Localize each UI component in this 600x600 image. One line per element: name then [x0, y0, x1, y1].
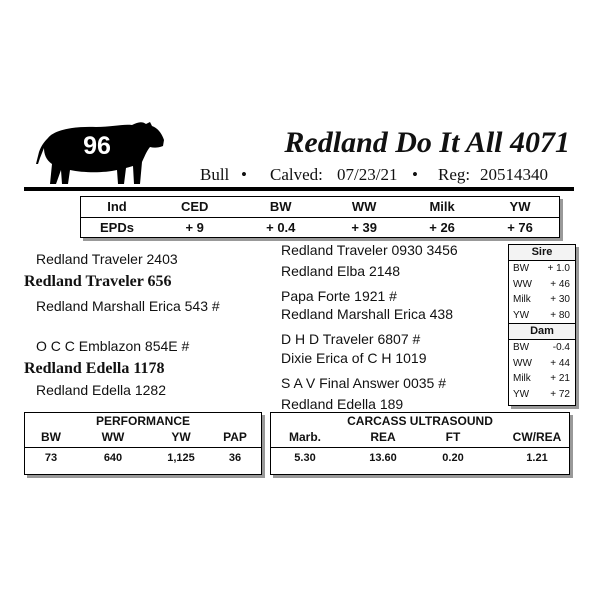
dam-epd-row: YW + 72: [513, 388, 570, 400]
reg-label: Reg:: [438, 165, 471, 184]
sire-epd-row: WW + 46: [513, 278, 570, 290]
separator-dot: •: [241, 165, 247, 184]
carcass-column-header: Marb.: [288, 430, 321, 444]
pedigree-sire: Redland Traveler 656: [24, 273, 172, 290]
epd-value: + 26: [429, 219, 455, 235]
epd-table: [80, 196, 560, 238]
carcass-value: 13.60: [369, 452, 397, 464]
carcass-column-header: CW/REA: [512, 430, 562, 444]
pedigree-great-grandparent: Papa Forte 1921 #: [281, 288, 397, 304]
performance-box: [24, 412, 262, 475]
carcass-value: 0.20: [442, 452, 464, 464]
epd-value: + 0.4: [266, 219, 296, 235]
carcass-header-row: [271, 429, 569, 448]
performance-column-header: YW: [171, 430, 191, 444]
pedigree-sire-dam: Redland Marshall Erica 543 #: [36, 298, 220, 314]
dam-epd-header: Dam: [509, 323, 575, 340]
carcass-title: CARCASS ULTRASOUND: [347, 414, 493, 428]
epd-row-label: Ind: [81, 197, 153, 217]
carcass-value: 5.30: [294, 452, 316, 464]
performance-column-header: WW: [101, 430, 125, 444]
epd-column-header: Milk: [403, 197, 481, 217]
sex-label: Bull: [200, 165, 230, 184]
lot-number: 96: [83, 132, 111, 160]
epd-value: + 9: [185, 219, 204, 235]
pedigree-sire-sire: Redland Traveler 2403: [36, 251, 178, 267]
sire-dam-epd-box: [508, 244, 576, 406]
pedigree-great-grandparent: Redland Elba 2148: [281, 263, 401, 279]
performance-value: 73: [44, 452, 58, 464]
calved-label: Calved:: [270, 165, 323, 184]
pedigree-great-grandparent: Redland Marshall Erica 438: [281, 306, 453, 322]
pedigree-great-grandparent: D H D Traveler 6807 #: [281, 331, 421, 347]
pedigree-dam-sire: O C C Emblazon 854E #: [36, 338, 190, 354]
pedigree-great-grandparent: S A V Final Answer 0035 #: [281, 375, 446, 391]
performance-value-row: [25, 448, 261, 466]
carcass-value: 1.21: [526, 452, 548, 464]
performance-value: 640: [103, 452, 123, 464]
pedigree-great-grandparent: Dixie Erica of C H 1019: [281, 350, 427, 366]
performance-value: 36: [228, 452, 242, 464]
calved-date: 07/23/21: [337, 165, 398, 184]
dam-epd-row: WW + 44: [513, 357, 570, 369]
animal-name: Redland Do It All 4071: [284, 126, 570, 159]
performance-column-header: PAP: [223, 430, 247, 444]
carcass-column-header: REA: [370, 430, 396, 444]
separator-dot: •: [412, 165, 418, 184]
header-divider: [24, 187, 574, 191]
epd-column-header: BW: [236, 197, 325, 217]
dam-epd-row: Milk + 21: [513, 373, 570, 384]
pedigree-dam-dam: Redland Edella 1282: [36, 382, 166, 398]
sire-epd-row: BW + 1.0: [513, 263, 570, 274]
sire-epd-row: Milk + 30: [513, 294, 570, 305]
performance-value: 1,125: [167, 452, 195, 464]
epd-column-header: YW: [481, 197, 559, 217]
carcass-column-header: FT: [445, 430, 461, 444]
pedigree-dam: Redland Edella 1178: [24, 360, 165, 377]
pedigree-great-grandparent: Redland Edella 189: [281, 396, 404, 412]
sire-epd-header: Sire: [509, 245, 575, 261]
epd-column-header: WW: [325, 197, 403, 217]
epd-value: + 76: [507, 219, 533, 235]
pedigree-great-grandparent: Redland Traveler 0930 3456: [281, 242, 458, 258]
carcass-value-row: [271, 448, 569, 466]
epd-row-label: EPDs: [100, 219, 134, 235]
epd-column-header: CED: [153, 197, 236, 217]
carcass-ultrasound-box: [270, 412, 570, 475]
performance-header-row: [25, 429, 261, 448]
performance-column-header: BW: [41, 430, 61, 444]
epd-value: + 39: [351, 219, 377, 235]
dam-epd-row: BW -0.4: [513, 342, 570, 353]
reg-number: 20514340: [480, 165, 548, 184]
performance-title: PERFORMANCE: [95, 414, 190, 428]
sire-epd-row: YW + 80: [513, 309, 570, 321]
